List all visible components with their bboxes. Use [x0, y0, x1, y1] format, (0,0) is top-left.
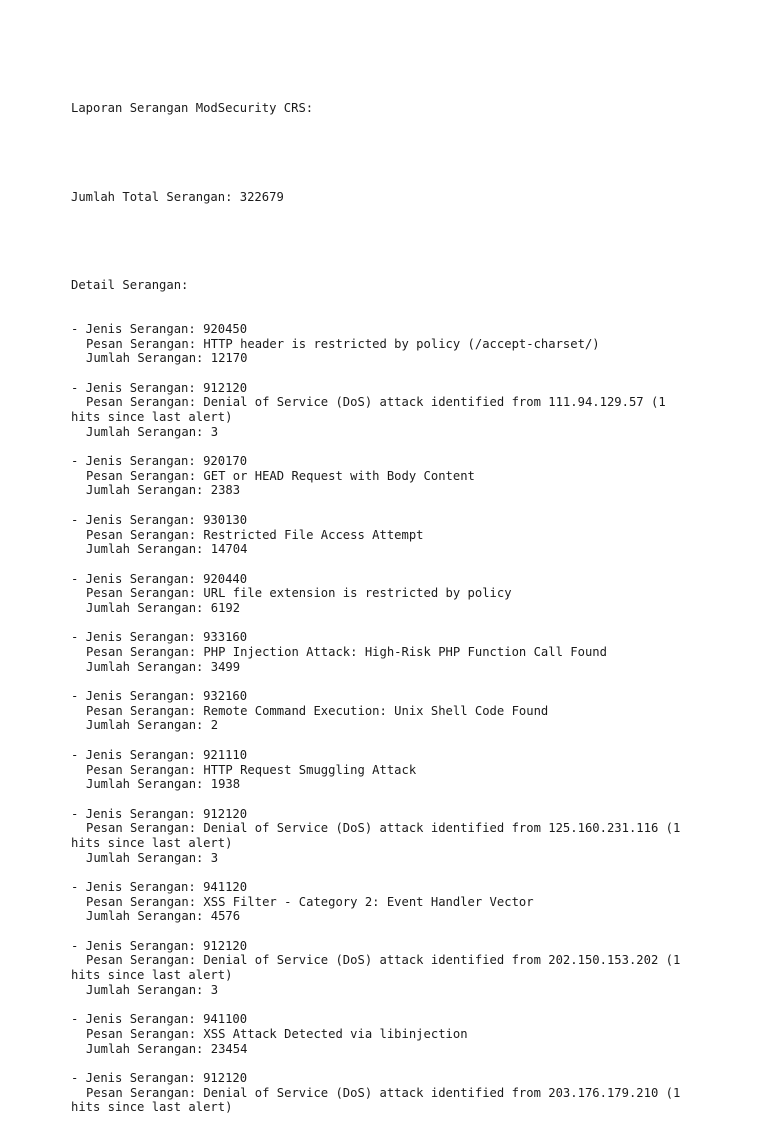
attack-count: Jumlah Serangan: 6192 — [86, 600, 241, 615]
total-attacks: Jumlah Total Serangan: 322679 — [71, 189, 284, 204]
attack-entries — [71, 322, 711, 1115]
attack-message: Pesan Serangan: HTTP Request Smuggling Attack — [86, 762, 417, 777]
attack-count: Jumlah Serangan: 23454 — [86, 1041, 248, 1056]
attack-type-id: - Jenis Serangan: 932160 — [71, 689, 248, 704]
attack-message: Pesan Serangan: Remote Command Execution: Unix Shell Code Found — [86, 703, 549, 718]
attack-entry — [71, 454, 711, 498]
spacer — [71, 366, 711, 381]
attack-message: Pesan Serangan: XSS Attack Detected via libinjection — [86, 1026, 468, 1041]
report-title: Laporan Serangan ModSecurity CRS: — [71, 101, 314, 116]
attack-message-continued: hits since last alert) — [71, 968, 233, 983]
attack-message: Pesan Serangan: XSS Filter - Category 2: Event Handler Vector — [86, 894, 534, 909]
attack-entry — [71, 381, 711, 440]
attack-count: Jumlah Serangan: 1938 — [86, 777, 241, 792]
spacer — [71, 998, 711, 1013]
attack-type-id: - Jenis Serangan: 920450 — [71, 321, 248, 336]
attack-type-id: - Jenis Serangan: 920440 — [71, 571, 248, 586]
attack-count: Jumlah Serangan: 2 — [86, 718, 219, 733]
attack-entry — [71, 939, 711, 998]
spacer — [71, 792, 711, 807]
spacer — [71, 674, 711, 689]
attack-count: Jumlah Serangan: 4576 — [86, 909, 241, 924]
attack-count: Jumlah Serangan: 3 — [86, 850, 219, 865]
detail-header: Detail Serangan: — [71, 277, 189, 292]
attack-message: Pesan Serangan: Denial of Service (DoS) attack identified from 111.94.129.57 (1 — [86, 395, 666, 410]
spacer — [71, 146, 711, 161]
attack-type-id: - Jenis Serangan: 912120 — [71, 806, 248, 821]
spacer — [71, 439, 711, 454]
attack-type-id: - Jenis Serangan: 933160 — [71, 630, 248, 645]
attack-count: Jumlah Serangan: 2383 — [86, 483, 241, 498]
spacer — [71, 865, 711, 880]
spacer — [71, 557, 711, 572]
attack-count: Jumlah Serangan: 3499 — [86, 659, 241, 674]
attack-count: Jumlah Serangan: 3 — [86, 982, 219, 997]
attack-message-continued: hits since last alert) — [71, 1100, 233, 1115]
attack-type-id: - Jenis Serangan: 941120 — [71, 880, 248, 894]
spacer — [71, 733, 711, 748]
attack-message: Pesan Serangan: Denial of Service (DoS) attack identified from 202.150.153.202 (1 — [86, 953, 681, 968]
attack-type-id: - Jenis Serangan: 921110 — [71, 747, 248, 762]
attack-message: Pesan Serangan: GET or HEAD Request with Body Content — [86, 468, 475, 483]
spacer — [71, 924, 711, 939]
attack-entry — [71, 1071, 711, 1115]
attack-count: Jumlah Serangan: 14704 — [86, 542, 248, 557]
attack-type-id: - Jenis Serangan: 941100 — [71, 1012, 248, 1027]
attack-entry — [71, 748, 711, 792]
attack-entry — [71, 807, 711, 866]
attack-message: Pesan Serangan: URL file extension is restricted by policy — [86, 586, 512, 601]
attack-message: Pesan Serangan: Denial of Service (DoS) attack identified from 203.176.179.210 (1 — [86, 1085, 681, 1100]
attack-entry — [71, 572, 711, 616]
spacer — [71, 616, 711, 631]
attack-message: Pesan Serangan: Restricted File Access Attempt — [86, 527, 424, 542]
attack-entry — [71, 1012, 711, 1056]
attack-type-id: - Jenis Serangan: 912120 — [71, 938, 248, 953]
attack-entry — [71, 322, 711, 366]
attack-message: Pesan Serangan: PHP Injection Attack: High-Risk PHP Function Call Found — [86, 645, 607, 659]
attack-type-id: - Jenis Serangan: 912120 — [71, 380, 248, 395]
attack-type-id: - Jenis Serangan: 912120 — [71, 1070, 248, 1085]
attack-entry — [71, 689, 711, 733]
attack-message-continued: hits since last alert) — [71, 835, 233, 850]
attack-entry — [71, 630, 711, 674]
attack-entry — [71, 513, 711, 557]
spacer — [71, 234, 711, 249]
attack-type-id: - Jenis Serangan: 930130 — [71, 512, 248, 527]
spacer — [71, 498, 711, 513]
attack-entry — [71, 880, 711, 924]
attack-type-id: - Jenis Serangan: 920170 — [71, 454, 248, 469]
attack-count: Jumlah Serangan: 3 — [86, 424, 219, 439]
attack-message-continued: hits since last alert) — [71, 410, 233, 424]
attack-count: Jumlah Serangan: 12170 — [86, 351, 248, 366]
attack-message: Pesan Serangan: HTTP header is restricted by policy (/accept-charset/) — [86, 336, 600, 351]
spacer — [71, 1056, 711, 1071]
attack-message: Pesan Serangan: Denial of Service (DoS) attack identified from 125.160.231.116 (1 — [86, 821, 681, 836]
report-document — [71, 72, 711, 1130]
